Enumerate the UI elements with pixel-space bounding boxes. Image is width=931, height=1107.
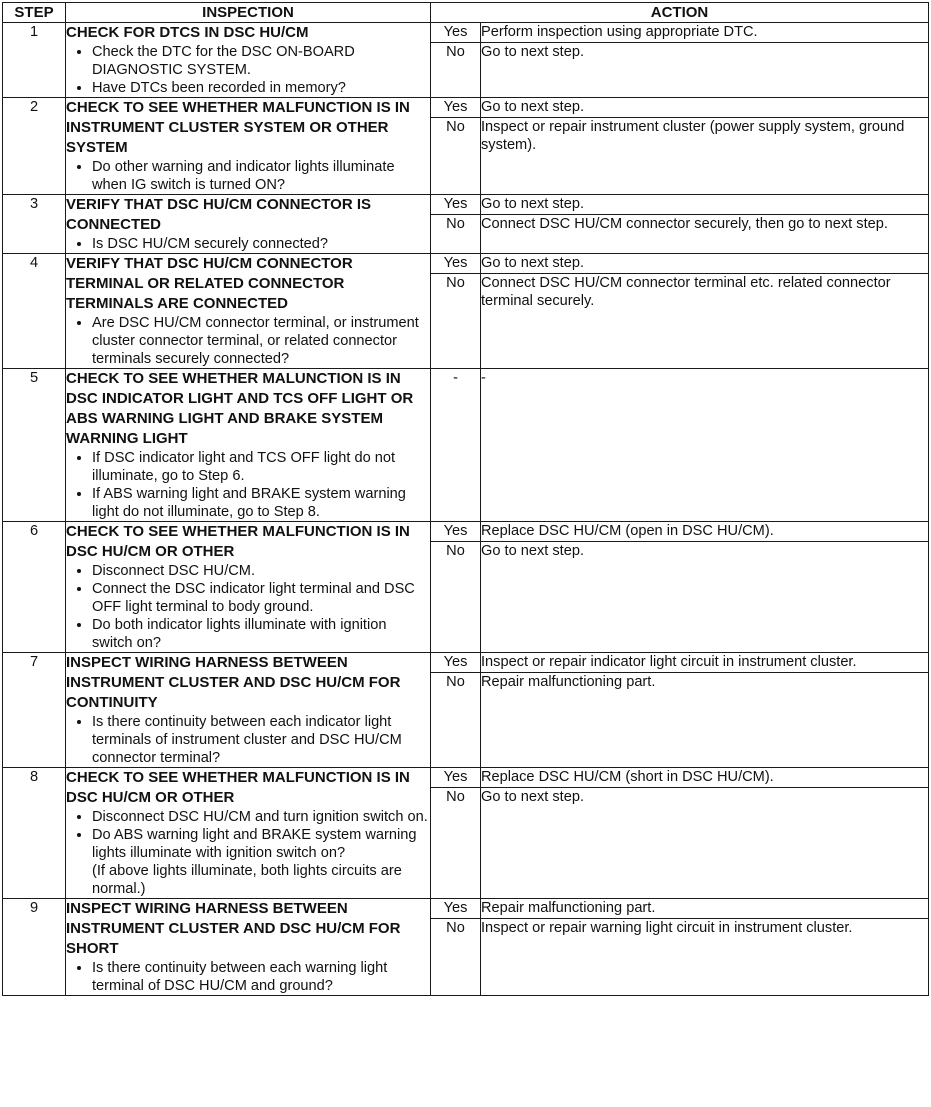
step-number: 6 <box>3 522 66 653</box>
inspection-cell <box>66 254 431 369</box>
step-number: 7 <box>3 653 66 768</box>
inspection-bullet: • Do other warning and indicator lights illuminate when IG switch is turned ON? <box>92 158 430 194</box>
inspection-cell <box>66 369 431 522</box>
no-label: No <box>431 673 481 768</box>
table-body <box>3 23 929 996</box>
inspection-bullet-list <box>66 449 430 521</box>
table-row <box>3 23 929 43</box>
no-label: No <box>431 919 481 996</box>
inspection-bullet-list <box>66 158 430 194</box>
inspection-bullet: • Connect the DSC indicator light terminal and DSC OFF light terminal to body ground. <box>92 580 430 616</box>
yes-action: Inspect or repair indicator light circuit in instrument cluster. <box>481 653 929 673</box>
no-action: Repair malfunctioning part. <box>481 673 929 768</box>
no-label: No <box>431 43 481 98</box>
header-action: ACTION <box>431 3 929 23</box>
step-number: 1 <box>3 23 66 98</box>
no-action: Connect DSC HU/CM connector terminal etc. related connector terminal securely. <box>481 274 929 369</box>
inspection-title: CHECK TO SEE WHETHER MALUNCTION IS IN DSC INDICATOR LIGHT AND TCS OFF LIGHT OR ABS WARNING LIGHT AND BRAKE SYSTEM WARNING LIGHT <box>66 370 414 447</box>
inspection-bullet-list <box>66 713 430 767</box>
table-row <box>3 369 929 522</box>
inspection-title: INSPECT WIRING HARNESS BETWEEN INSTRUMENT CLUSTER AND DSC HU/CM FOR SHORT <box>66 900 401 957</box>
table-row <box>3 195 929 215</box>
inspection-bullet-list <box>66 314 430 368</box>
yes-action: Replace DSC HU/CM (open in DSC HU/CM). <box>481 522 929 542</box>
step-number: 9 <box>3 899 66 996</box>
table-row <box>3 899 929 919</box>
table-header-row <box>3 3 929 23</box>
diagnostic-procedure-table <box>2 2 929 996</box>
inspection-bullet: • If ABS warning light and BRAKE system warning light do not illuminate, go to Step 8. <box>92 485 430 521</box>
yes-action: Perform inspection using appropriate DTC. <box>481 23 929 43</box>
no-label: No <box>431 274 481 369</box>
inspection-cell <box>66 653 431 768</box>
no-action: Go to next step. <box>481 542 929 653</box>
step-number: 5 <box>3 369 66 522</box>
yes-label: Yes <box>431 522 481 542</box>
no-action: Go to next step. <box>481 788 929 899</box>
inspection-title: VERIFY THAT DSC HU/CM CONNECTOR TERMINAL OR RELATED CONNECTOR TERMINALS ARE CONNECTED <box>66 255 353 312</box>
inspection-bullet-list <box>66 959 430 995</box>
yes-label: Yes <box>431 98 481 118</box>
step-number: 8 <box>3 768 66 899</box>
inspection-cell <box>66 195 431 254</box>
inspection-bullet-list <box>66 235 430 253</box>
no-label: No <box>431 215 481 254</box>
inspection-cell <box>66 23 431 98</box>
inspection-cell <box>66 98 431 195</box>
inspection-bullet: • Is there continuity between each warning light terminal of DSC HU/CM and ground? <box>92 959 430 995</box>
inspection-cell <box>66 768 431 899</box>
step-number: 4 <box>3 254 66 369</box>
inspection-title: CHECK FOR DTCS IN DSC HU/CM <box>66 24 309 41</box>
yes-label: - <box>431 369 481 522</box>
no-label: No <box>431 542 481 653</box>
inspection-cell <box>66 522 431 653</box>
table-row <box>3 98 929 118</box>
inspection-bullet: • Do ABS warning light and BRAKE system warning lights illuminate with ignition switch on? <box>92 826 430 862</box>
yes-action: - <box>481 369 929 522</box>
yes-label: Yes <box>431 195 481 215</box>
no-action: Go to next step. <box>481 43 929 98</box>
table-row <box>3 653 929 673</box>
inspection-title: CHECK TO SEE WHETHER MALFUNCTION IS IN DSC HU/CM OR OTHER <box>66 769 410 806</box>
inspection-bullet-list <box>66 43 430 97</box>
yes-action: Go to next step. <box>481 98 929 118</box>
yes-action: Go to next step. <box>481 254 929 274</box>
inspection-title: CHECK TO SEE WHETHER MALFUNCTION IS IN INSTRUMENT CLUSTER SYSTEM OR OTHER SYSTEM <box>66 99 410 156</box>
yes-label: Yes <box>431 653 481 673</box>
yes-label: Yes <box>431 768 481 788</box>
inspection-bullet: • Check the DTC for the DSC ON-BOARD DIAGNOSTIC SYSTEM. <box>92 43 430 79</box>
table-row <box>3 522 929 542</box>
inspection-note: (If above lights illuminate, both lights circuits are normal.) <box>92 863 402 897</box>
inspection-bullet: • Disconnect DSC HU/CM. <box>92 562 430 580</box>
inspection-bullet: • Do both indicator lights illuminate with ignition switch on? <box>92 616 430 652</box>
inspection-bullet: • Have DTCs been recorded in memory? <box>92 79 430 97</box>
yes-action: Repair malfunctioning part. <box>481 899 929 919</box>
inspection-title: CHECK TO SEE WHETHER MALFUNCTION IS IN DSC HU/CM OR OTHER <box>66 523 410 560</box>
inspection-title: VERIFY THAT DSC HU/CM CONNECTOR IS CONNECTED <box>66 196 372 233</box>
inspection-bullet: • Are DSC HU/CM connector terminal, or instrument cluster connector terminal, or related connector terminals securely connected? <box>92 314 430 368</box>
table-row <box>3 254 929 274</box>
no-action: Inspect or repair instrument cluster (power supply system, ground system). <box>481 118 929 195</box>
inspection-bullet-list <box>66 808 430 862</box>
inspection-bullet-list <box>66 562 430 652</box>
inspection-bullet: • Is there continuity between each indicator light terminals of instrument cluster and DSC HU/CM connector terminal? <box>92 713 430 767</box>
table-row <box>3 768 929 788</box>
yes-action: Go to next step. <box>481 195 929 215</box>
no-action: Connect DSC HU/CM connector securely, then go to next step. <box>481 215 929 254</box>
inspection-bullet: • Is DSC HU/CM securely connected? <box>92 235 430 253</box>
yes-action: Replace DSC HU/CM (short in DSC HU/CM). <box>481 768 929 788</box>
yes-label: Yes <box>431 23 481 43</box>
header-inspection: INSPECTION <box>66 3 431 23</box>
inspection-title: INSPECT WIRING HARNESS BETWEEN INSTRUMENT CLUSTER AND DSC HU/CM FOR CONTINUITY <box>66 654 401 711</box>
yes-label: Yes <box>431 254 481 274</box>
no-action: Inspect or repair warning light circuit in instrument cluster. <box>481 919 929 996</box>
step-number: 2 <box>3 98 66 195</box>
inspection-bullet: • If DSC indicator light and TCS OFF light do not illuminate, go to Step 6. <box>92 449 430 485</box>
header-step: STEP <box>3 3 66 23</box>
no-label: No <box>431 118 481 195</box>
yes-label: Yes <box>431 899 481 919</box>
step-number: 3 <box>3 195 66 254</box>
inspection-cell <box>66 899 431 996</box>
inspection-bullet: • Disconnect DSC HU/CM and turn ignition switch on. <box>92 808 430 826</box>
no-label: No <box>431 788 481 899</box>
